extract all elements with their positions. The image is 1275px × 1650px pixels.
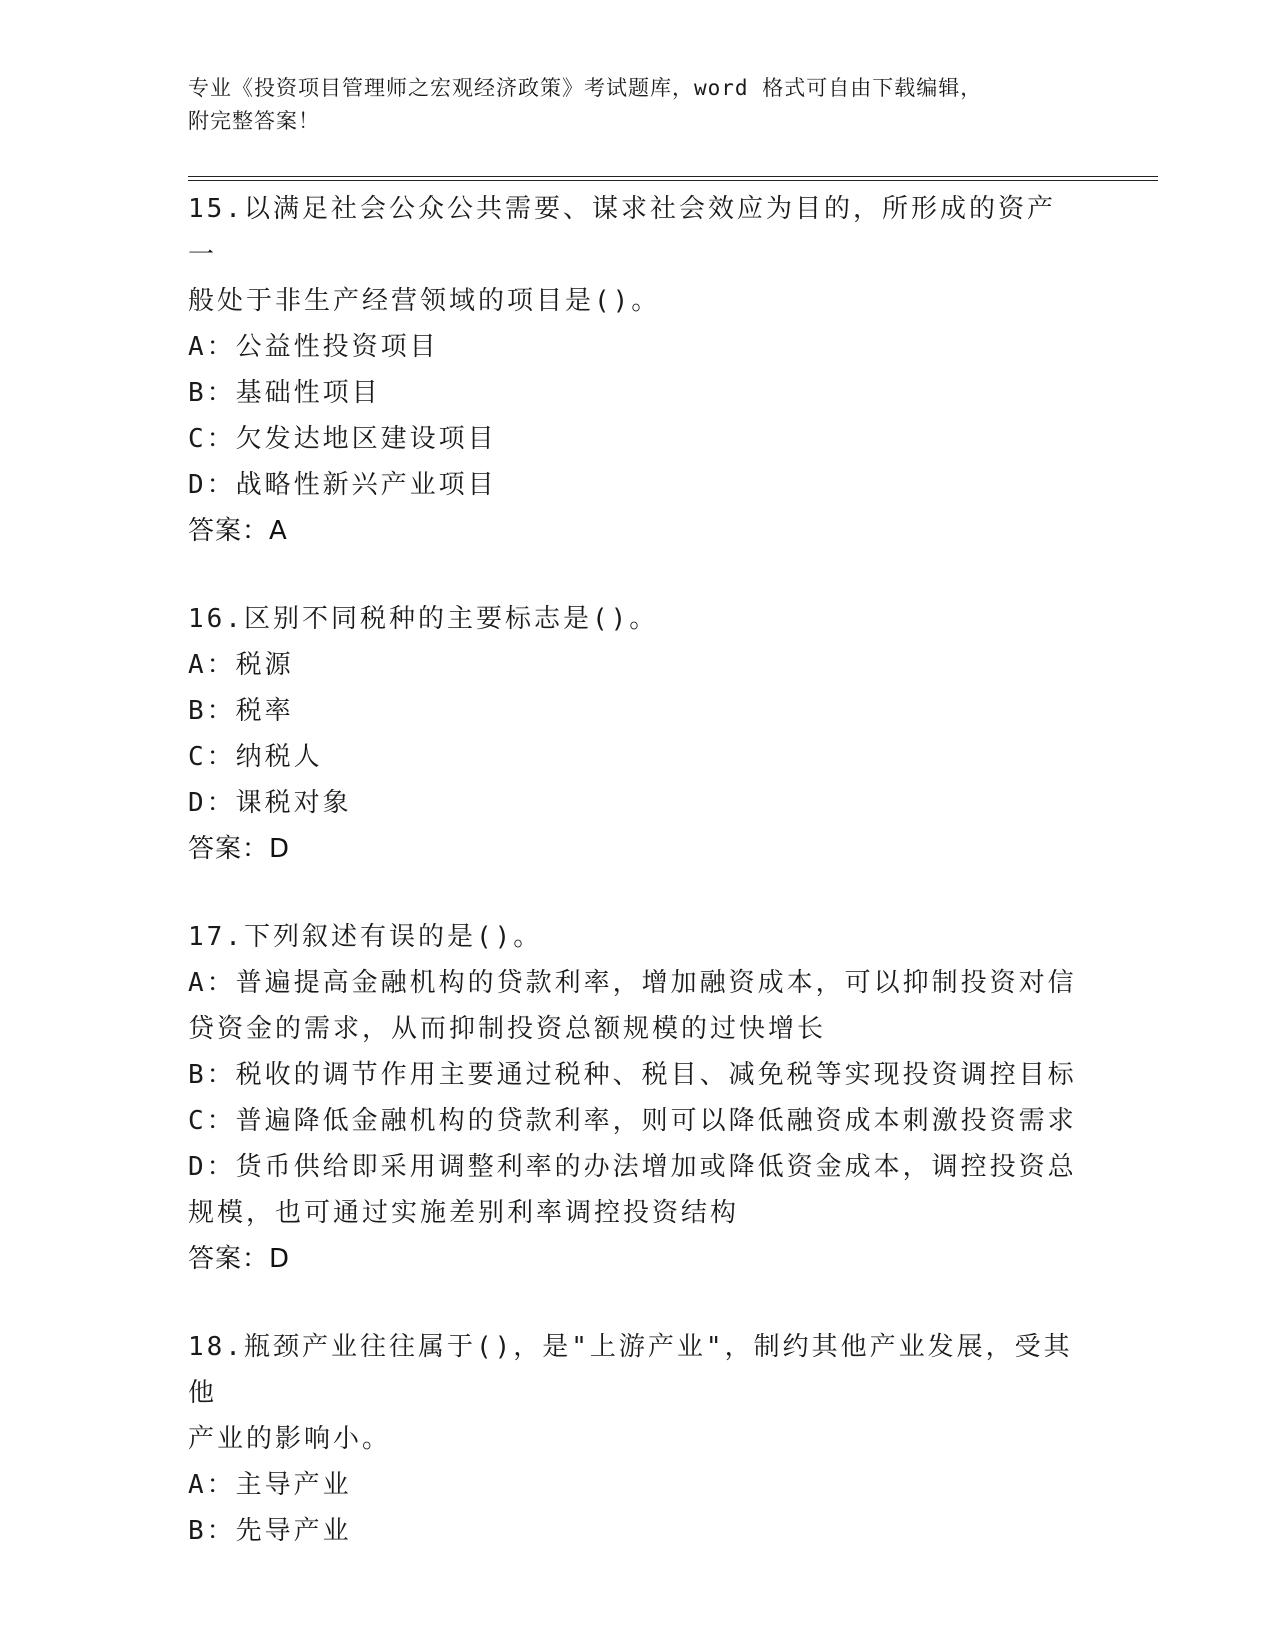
header-text (188, 72, 1068, 138)
header-line-2: 附完整答案！ (188, 109, 320, 133)
option-b: B：税率 (188, 696, 294, 726)
document-header (188, 72, 1088, 138)
question-16 (188, 596, 1078, 872)
option-a: A：普遍提高金融机构的贷款利率，增加融资成本，可以抑制投资对信 (188, 968, 1077, 998)
option-b: B：基础性项目 (188, 378, 381, 408)
option-a: A：税源 (188, 650, 294, 680)
option-a-continued: 贷资金的需求，从而抑制投资总额规模的过快增长 (188, 1014, 827, 1044)
answer-label: 答案：A (188, 516, 288, 546)
option-c: C：纳税人 (188, 742, 323, 772)
option-a: A：公益性投资项目 (188, 332, 439, 362)
question-list (188, 186, 1078, 1596)
question-15 (188, 186, 1078, 554)
option-a: A：主导产业 (188, 1470, 352, 1500)
question-stem-line: 产业的影响小。 (188, 1424, 392, 1454)
question-stem-line: 17.下列叙述有误的是()。 (188, 922, 543, 952)
question-stem-line: 15.以满足社会公众公共需要、谋求社会效应为目的，所形成的资产一 (188, 194, 1056, 270)
option-d: D：货币供给即采用调整利率的办法增加或降低资金成本，调控投资总 (188, 1152, 1077, 1182)
option-d-continued: 规模，也可通过实施差别利率调控投资结构 (188, 1198, 740, 1228)
question-stem-line: 般处于非生产经营领域的项目是()。 (188, 286, 661, 316)
option-d: D：战略性新兴产业项目 (188, 470, 497, 500)
question-17 (188, 914, 1078, 1282)
option-b: B：先导产业 (188, 1516, 352, 1546)
question-stem-line: 18.瓶颈产业往往属于()，是"上游产业"，制约其他产业发展，受其他 (188, 1332, 1073, 1408)
answer-label: 答案：D (188, 834, 291, 864)
option-d: D：课税对象 (188, 788, 352, 818)
option-c: C：普遍降低金融机构的贷款利率，则可以降低融资成本刺激投资需求 (188, 1106, 1077, 1136)
option-c: C：欠发达地区建设项目 (188, 424, 497, 454)
answer-label: 答案：D (188, 1244, 291, 1274)
question-stem-line: 16.区别不同税种的主要标志是()。 (188, 604, 659, 634)
header-line-1: 专业《投资项目管理师之宏观经济政策》考试题库，word 格式可自由下载编辑， (188, 76, 983, 100)
header-divider (188, 176, 1158, 181)
option-b: B：税收的调节作用主要通过税种、税目、减免税等实现投资调控目标 (188, 1060, 1077, 1090)
question-18 (188, 1324, 1078, 1554)
